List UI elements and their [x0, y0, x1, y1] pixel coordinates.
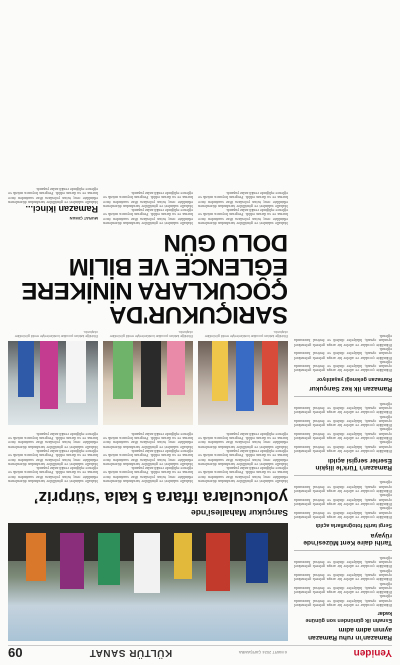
sidebar-box: [294, 480, 392, 546]
sidebar-body: Etkinlikte çocuklar ve aileler bir araya gelerek geleneksel oyunları oynadı, hikâyeler dinledi ve festival havasında eğlendi.: [294, 440, 392, 453]
story-body: Mahalle sakinleri ve gönüllüler tarafından düzenlenen etkinlikte oruç tutan yolculara iftar saatinden önce hurma ve su ikram edildi. Program boyunca müzik ve eğlence eşliğinde renkli anlar yaşandı.: [103, 466, 193, 483]
sidebar-box: [294, 334, 392, 393]
story-column: [103, 431, 193, 483]
story-kicker: Sarıçukur Mahallesi'nde: [191, 508, 288, 518]
story-body: Mahalle sakinleri ve gönüllüler tarafından düzenlenen etkinlikte oruç tutan yolculara iftar saatinden önce hurma ve su ikram edildi. Program boyunca müzik ve eğlence eşliğinde renkli anlar yaşandı.: [198, 448, 288, 466]
event-photo: [103, 341, 193, 425]
photo-caption: Etkinliğe katılan çocuklar kostümleriyle renkli görüntüler oluşturdu.: [109, 330, 193, 339]
sidebar-body: Etkinlikte çocuklar ve aileler bir araya gelerek geleneksel oyunları oynadı, hikâyeler dinledi ve festival havasında eğlendi.: [294, 594, 392, 607]
story-body: Mahalle sakinleri ve gönüllüler tarafından düzenlenen etkinlikte oruç tutan yolculara iftar saatinden önce hurma ve su ikram edildi. Program boyunca müzik ve eğlence eşliğinde renkli anlar yaşandı.: [8, 448, 98, 466]
divider: [294, 550, 392, 551]
feature-columns: [8, 187, 288, 225]
masthead: [8, 645, 392, 659]
sidebar-subheadline: Ramazan geleneği yaşatılıyor: [316, 375, 392, 382]
photo-column: [198, 330, 288, 425]
sidebar-body: Etkinlikte çocuklar ve aileler bir araya gelerek geleneksel oyunları oynadı, hikâyeler dinledi ve festival havasında eğlendi.: [294, 480, 392, 494]
feature-body: Mahalle sakinleri ve gönüllüler tarafından düzenlenen etkinlikte oruç tutan yolculara iftar saatinden önce hurma ve su ikram edildi. Program boyunca müzik ve eğlence eşliğinde renkli anlar yaşandı.: [8, 187, 98, 205]
lead-photo: [8, 523, 288, 641]
sidebar-body: Etkinlikte çocuklar ve aileler bir araya gelerek geleneksel oyunları oynadı, hikâyeler dinledi ve festival havasında eğlendi.: [294, 346, 392, 360]
main-story: [8, 27, 288, 641]
feature-body: Mahalle sakinleri ve gönüllüler tarafından düzenlenen etkinlikte oruç tutan yolculara iftar saatinden önce hurma ve su ikram edildi. Program boyunca müzik ve eğlence eşliğinde renkli anlar yaşandı.: [103, 208, 193, 226]
lead-photo-figures: [8, 523, 288, 601]
story-body: Mahalle sakinleri ve gönüllüler tarafından düzenlenen etkinlikte oruç tutan yolculara iftar saatinden önce hurma ve su ikram edildi. Program boyunca müzik ve eğlence eşliğinde renkli anlar yaşandı.: [198, 431, 288, 449]
story-column: [198, 431, 288, 483]
story-columns: [8, 431, 288, 483]
photo-caption: Etkinliğe katılan çocuklar kostümleriyle renkli görüntüler oluşturdu.: [204, 330, 288, 339]
sidebar-body: Etkinlikte çocuklar ve aileler bir araya gelerek geleneksel oyunları oynadı, hikâyeler dinledi ve festival havasında eğlendi.: [294, 506, 392, 519]
newspaper-logo: Yeniden: [353, 647, 392, 658]
story-body: Mahalle sakinleri ve gönüllüler tarafından düzenlenen etkinlikte oruç tutan yolculara iftar saatinden önce hurma ve su ikram edildi. Program boyunca müzik ve eğlence eşliğinde renkli anlar yaşandı.: [103, 431, 193, 449]
feature-body: Mahalle sakinleri ve gönüllüler tarafından düzenlenen etkinlikte oruç tutan yolculara iftar saatinden önce hurma ve su ikram edildi. Program boyunca müzik ve eğlence eşliğinde renkli anlar yaşandı.: [198, 208, 288, 226]
feature-headline: SARIÇUKUR'DA ÇOCUKLARA NİNİKERE EĞLENCE VE BİLİM DOLU GÜN: [21, 229, 288, 329]
sidebar-column: [294, 27, 392, 641]
sidebar-headline: Ramazan’ı Türk’le ilişkin Eserler sergisi açıldı: [315, 456, 392, 472]
page-number: 09: [8, 645, 23, 660]
sidebar-body: Etkinlikte çocuklar ve aileler bir araya gelerek geleneksel oyunları oynadı, hikâyeler dinledi ve festival havasında eğlendi.: [294, 568, 392, 582]
sidebar-subheadline: Sergi tarihî fotoğraflarla açıldı: [315, 522, 392, 529]
story-body: Mahalle sakinleri ve gönüllüler tarafından düzenlenen etkinlikte oruç tutan yolculara iftar saatinden önce hurma ve su ikram edildi. Program boyunca müzik ve eğlence eşliğinde renkli anlar yaşandı.: [103, 448, 193, 466]
event-photo: [198, 341, 288, 425]
issue-date: 6 MART 2024 ÇARŞAMBA: [238, 650, 287, 655]
feature-body: Mahalle sakinleri ve gönüllüler tarafından düzenlenen etkinlikte oruç tutan yolculara iftar saatinden önce hurma ve su ikram edildi. Program boyunca müzik ve eğlence eşliğinde renkli anlar yaşandı.: [198, 190, 288, 208]
sidebar-body: Etkinlikte çocuklar ve aileler bir araya gelerek geleneksel oyunları oynadı, hikâyeler dinledi ve festival havasında eğlendi.: [294, 427, 392, 441]
feature-body: Mahalle sakinleri ve gönüllüler tarafından düzenlenen etkinlikte oruç tutan yolculara iftar saatinden önce hurma ve su ikram edildi. Program boyunca müzik ve eğlence eşliğinde renkli anlar yaşandı.: [103, 190, 193, 208]
photo-row: [8, 330, 288, 425]
author-name: MURAT ÇIMAN: [69, 216, 98, 222]
feature-column: [8, 187, 98, 225]
sidebar-box: [294, 401, 392, 471]
story-headline: yoluculara iftara 5 kala ‘sürpriz’: [33, 488, 288, 507]
event-photo-figures: [103, 341, 193, 425]
divider: [294, 396, 392, 397]
sidebar-body: Etkinlikte çocuklar ve aileler bir araya gelerek geleneksel oyunları oynadı, hikâyeler dinledi ve festival havasında eğlendi.: [294, 581, 392, 595]
story-body: Mahalle sakinleri ve gönüllüler tarafından düzenlenen etkinlikte oruç tutan yolculara iftar saatinden önce hurma ve su ikram edildi. Program boyunca müzik ve eğlence eşliğinde renkli anlar yaşandı.: [8, 466, 98, 483]
sidebar-body: Etkinlikte çocuklar ve aileler bir araya gelerek geleneksel oyunları oynadı, hikâyeler dinledi ve festival havasında eğlendi.: [294, 359, 392, 373]
story-body: Mahalle sakinleri ve gönüllüler tarafından düzenlenen etkinlikte oruç tutan yolculara iftar saatinden önce hurma ve su ikram edildi. Program boyunca müzik ve eğlence eşliğinde renkli anlar yaşandı.: [198, 466, 288, 483]
sidebar-headline: Tarihi daire Kent Müzesi'nde rüyaya: [303, 531, 392, 547]
story-column: [8, 431, 98, 483]
photo-column: [8, 330, 98, 425]
sidebar-headline: Ramazan’ın ruhu Ramazan ayının adım adım: [308, 626, 392, 641]
sidebar-body: Etkinlikte çocuklar ve aileler bir araya gelerek geleneksel oyunları oynadı, hikâyeler dinledi ve festival havasında eğlendi.: [294, 414, 392, 428]
feature-column: [198, 187, 288, 225]
feature-column: [103, 187, 193, 225]
event-photo: [8, 341, 98, 425]
event-photo-figures: [198, 341, 288, 425]
sidebar-body: Etkinlikte çocuklar ve aileler bir araya gelerek geleneksel oyunları oynadı, hikâyeler dinledi ve festival havasında eğlendi.: [294, 493, 392, 506]
story-body: Mahalle sakinleri ve gönüllüler tarafından düzenlenen etkinlikte oruç tutan yolculara iftar saatinden önce hurma ve su ikram edildi. Program boyunca müzik ve eğlence eşliğinde renkli anlar yaşandı.: [8, 431, 98, 449]
divider: [294, 475, 392, 476]
column-heading: Ramazan ikinci...: [25, 204, 98, 215]
sidebar-body: Etkinlikte çocuklar ve aileler bir araya gelerek geleneksel oyunları oynadı, hikâyeler dinledi ve festival havasında eğlendi.: [294, 334, 392, 347]
sidebar-headline: Ramazan ilk kez Sarıçukur: [309, 385, 392, 393]
section-title: KÜLTÜR SANAT: [89, 647, 173, 658]
sidebar-body: Etkinlikte çocuklar ve aileler bir araya gelerek geleneksel oyunları oynadı, hikâyeler dinledi ve festival havasında eğlendi.: [294, 401, 392, 415]
photo-caption: Etkinliğe katılan çocuklar kostümleriyle renkli görüntüler oluşturdu.: [14, 330, 98, 339]
photo-column: [103, 330, 193, 425]
sidebar-body: Etkinlikte çocuklar ve aileler bir araya gelerek geleneksel oyunları oynadı, hikâyeler dinledi ve festival havasında eğlendi.: [294, 555, 392, 569]
sidebar-box: [294, 555, 392, 641]
event-photo-figures: [8, 341, 98, 425]
sidebar-subheadline: Esnafın ilk gününden son gününe kadar: [305, 610, 392, 623]
